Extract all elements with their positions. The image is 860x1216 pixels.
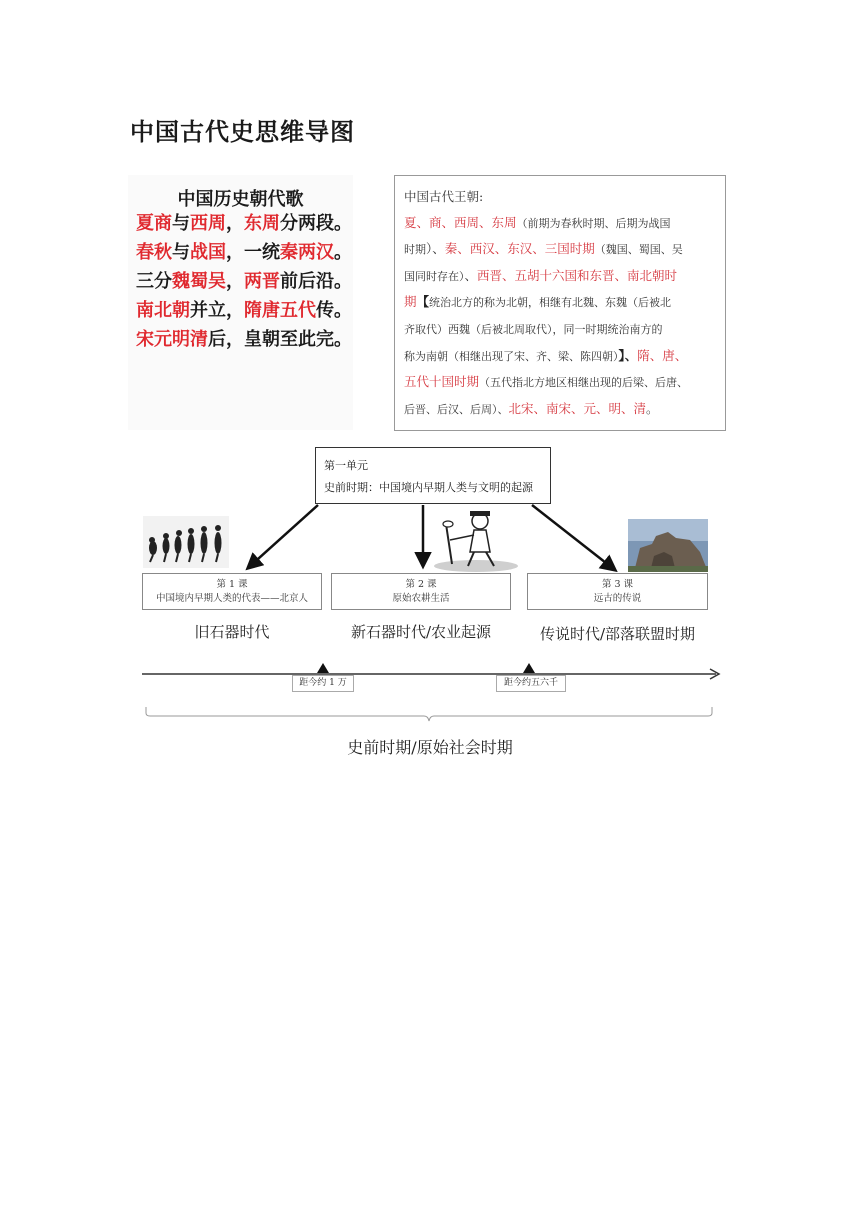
poem-segment: 三分 — [136, 271, 172, 292]
dynasty-segment: 西晋、五胡十六国和东晋、南北朝时 — [477, 267, 678, 283]
poem-segment: 传。 — [316, 300, 352, 321]
lesson-1-title: 中国境内早期人类的代表——北京人 — [155, 593, 308, 604]
timeline-marker-1 — [317, 663, 329, 673]
poem-segment: ， — [226, 271, 244, 292]
unit-label: 第一单元 — [324, 459, 368, 472]
dynasty-segment: 时期 — [404, 243, 426, 257]
poem-segment: 并立， — [190, 300, 244, 321]
dynasty-segment: 隋、唐、 — [637, 347, 688, 363]
dynasty-segment: 秦、西汉、东汉、三国时期 — [444, 241, 595, 257]
poem-segment: 与 — [172, 242, 190, 263]
lesson-2-number: 第 2 课 — [405, 579, 437, 590]
era-label-neolithic: 新石器时代/农业起源 — [350, 623, 492, 641]
period-brace — [146, 707, 712, 721]
dynasty-segment: 齐取代）西魏（后被北周取代），同一时期统治南方的 — [404, 322, 663, 336]
poem-segment: 。 — [334, 242, 352, 263]
dynasty-segment: （ — [516, 216, 528, 230]
page-title: 中国古代史思维导图 — [130, 118, 355, 146]
dynasty-segment: 国同时存在） — [404, 269, 465, 283]
dynasty-list-header: 中国古代王朝: — [404, 189, 484, 204]
unit-box — [315, 447, 551, 504]
timeline-marker-2 — [523, 663, 535, 673]
dynasty-segment: 。 — [646, 400, 659, 416]
poem-segment: 春秋 — [136, 242, 172, 263]
poem-segment: 东周 — [244, 213, 280, 234]
arrow-to-lesson-1 — [248, 505, 318, 568]
dynasty-segment: 、 — [464, 267, 478, 283]
poem-segment: 秦两汉 — [280, 242, 334, 263]
lesson-2-box — [331, 573, 511, 610]
dynasty-segment: 前期为 — [527, 216, 561, 230]
dynasty-segment: 【 — [416, 294, 430, 310]
dynasty-segment: 期 — [404, 294, 417, 310]
lesson-1-box — [142, 573, 322, 610]
dynasty-segment: 北宋、南宋、元、明、清 — [508, 400, 647, 416]
lesson-2-title: 原始农耕生活 — [392, 593, 450, 604]
lesson-1-number: 第 1 课 — [216, 579, 248, 590]
dynasty-segment: （五代指北方地区相继出现的后梁、后唐、 — [479, 376, 689, 390]
poem-segment: ， — [226, 213, 244, 234]
poem-segment: 前后沿。 — [280, 271, 352, 292]
poem-segment: 与 — [172, 213, 190, 234]
dynasty-segment: 称为南朝（相继出现了宋、齐、梁、陈四朝） — [404, 349, 619, 363]
poem-segment: 战国 — [190, 242, 226, 263]
lesson-3-number: 第 3 课 — [601, 579, 634, 590]
arrow-to-lesson-3 — [532, 505, 615, 570]
poem-segment: 宋元明清 — [136, 329, 208, 350]
poem-title: 中国历史朝代歌 — [177, 189, 304, 210]
poem-segment: ，一统 — [226, 242, 280, 263]
lesson-3-title: 远古的传说 — [593, 593, 642, 604]
poem-segment: 分两段。 — [280, 213, 352, 234]
dynasty-segment: 战国 — [648, 216, 671, 230]
farmer-cartoon-icon — [434, 511, 518, 572]
dynasty-segment: 统治北方的称为北朝，相继有北魏、东魏（后被北 — [429, 296, 672, 310]
dynasty-segment: 、后期为 — [604, 216, 649, 230]
timeline-mark-label-1: 距今约 1 万 — [292, 675, 354, 692]
poem-segment: 西周 — [190, 213, 226, 234]
poem-segment: 隋唐五代 — [244, 300, 316, 321]
dynasty-segment: （魏国、蜀国、吴 — [594, 243, 683, 257]
dynasty-segment: 后晋、后汉、后周）、 — [404, 402, 509, 416]
era-label-paleolithic: 旧石器时代 — [194, 623, 270, 641]
poem-segment: 魏蜀吴 — [172, 271, 226, 292]
poem-segment: 夏商 — [136, 213, 172, 234]
timeline-mark-label-2: 距今约五六千 — [496, 675, 566, 692]
dynasty-segment: 】、 — [618, 347, 638, 363]
dynasty-segment: 五代十国时期 — [404, 374, 480, 390]
poem-segment: 后，皇朝至此完。 — [208, 329, 352, 350]
evolution-icon — [143, 516, 229, 568]
dynasty-segment: ）、 — [426, 241, 445, 257]
unit-subtitle: 史前时期：中国境内早期人类与文明的起源 — [324, 481, 533, 494]
poem-segment: 两晋 — [244, 271, 280, 292]
era-label-legend: 传说时代/部落联盟时期 — [539, 625, 696, 643]
dynasty-segment: 夏、商、西周、东周 — [404, 214, 517, 230]
poem-segment: 南北朝 — [136, 300, 190, 321]
ancient-ruins-icon — [628, 519, 708, 572]
period-label: 史前时期/原始社会时期 — [347, 738, 513, 757]
dynasty-segment: 春秋时期 — [560, 216, 605, 230]
lesson-3-box — [527, 573, 708, 610]
